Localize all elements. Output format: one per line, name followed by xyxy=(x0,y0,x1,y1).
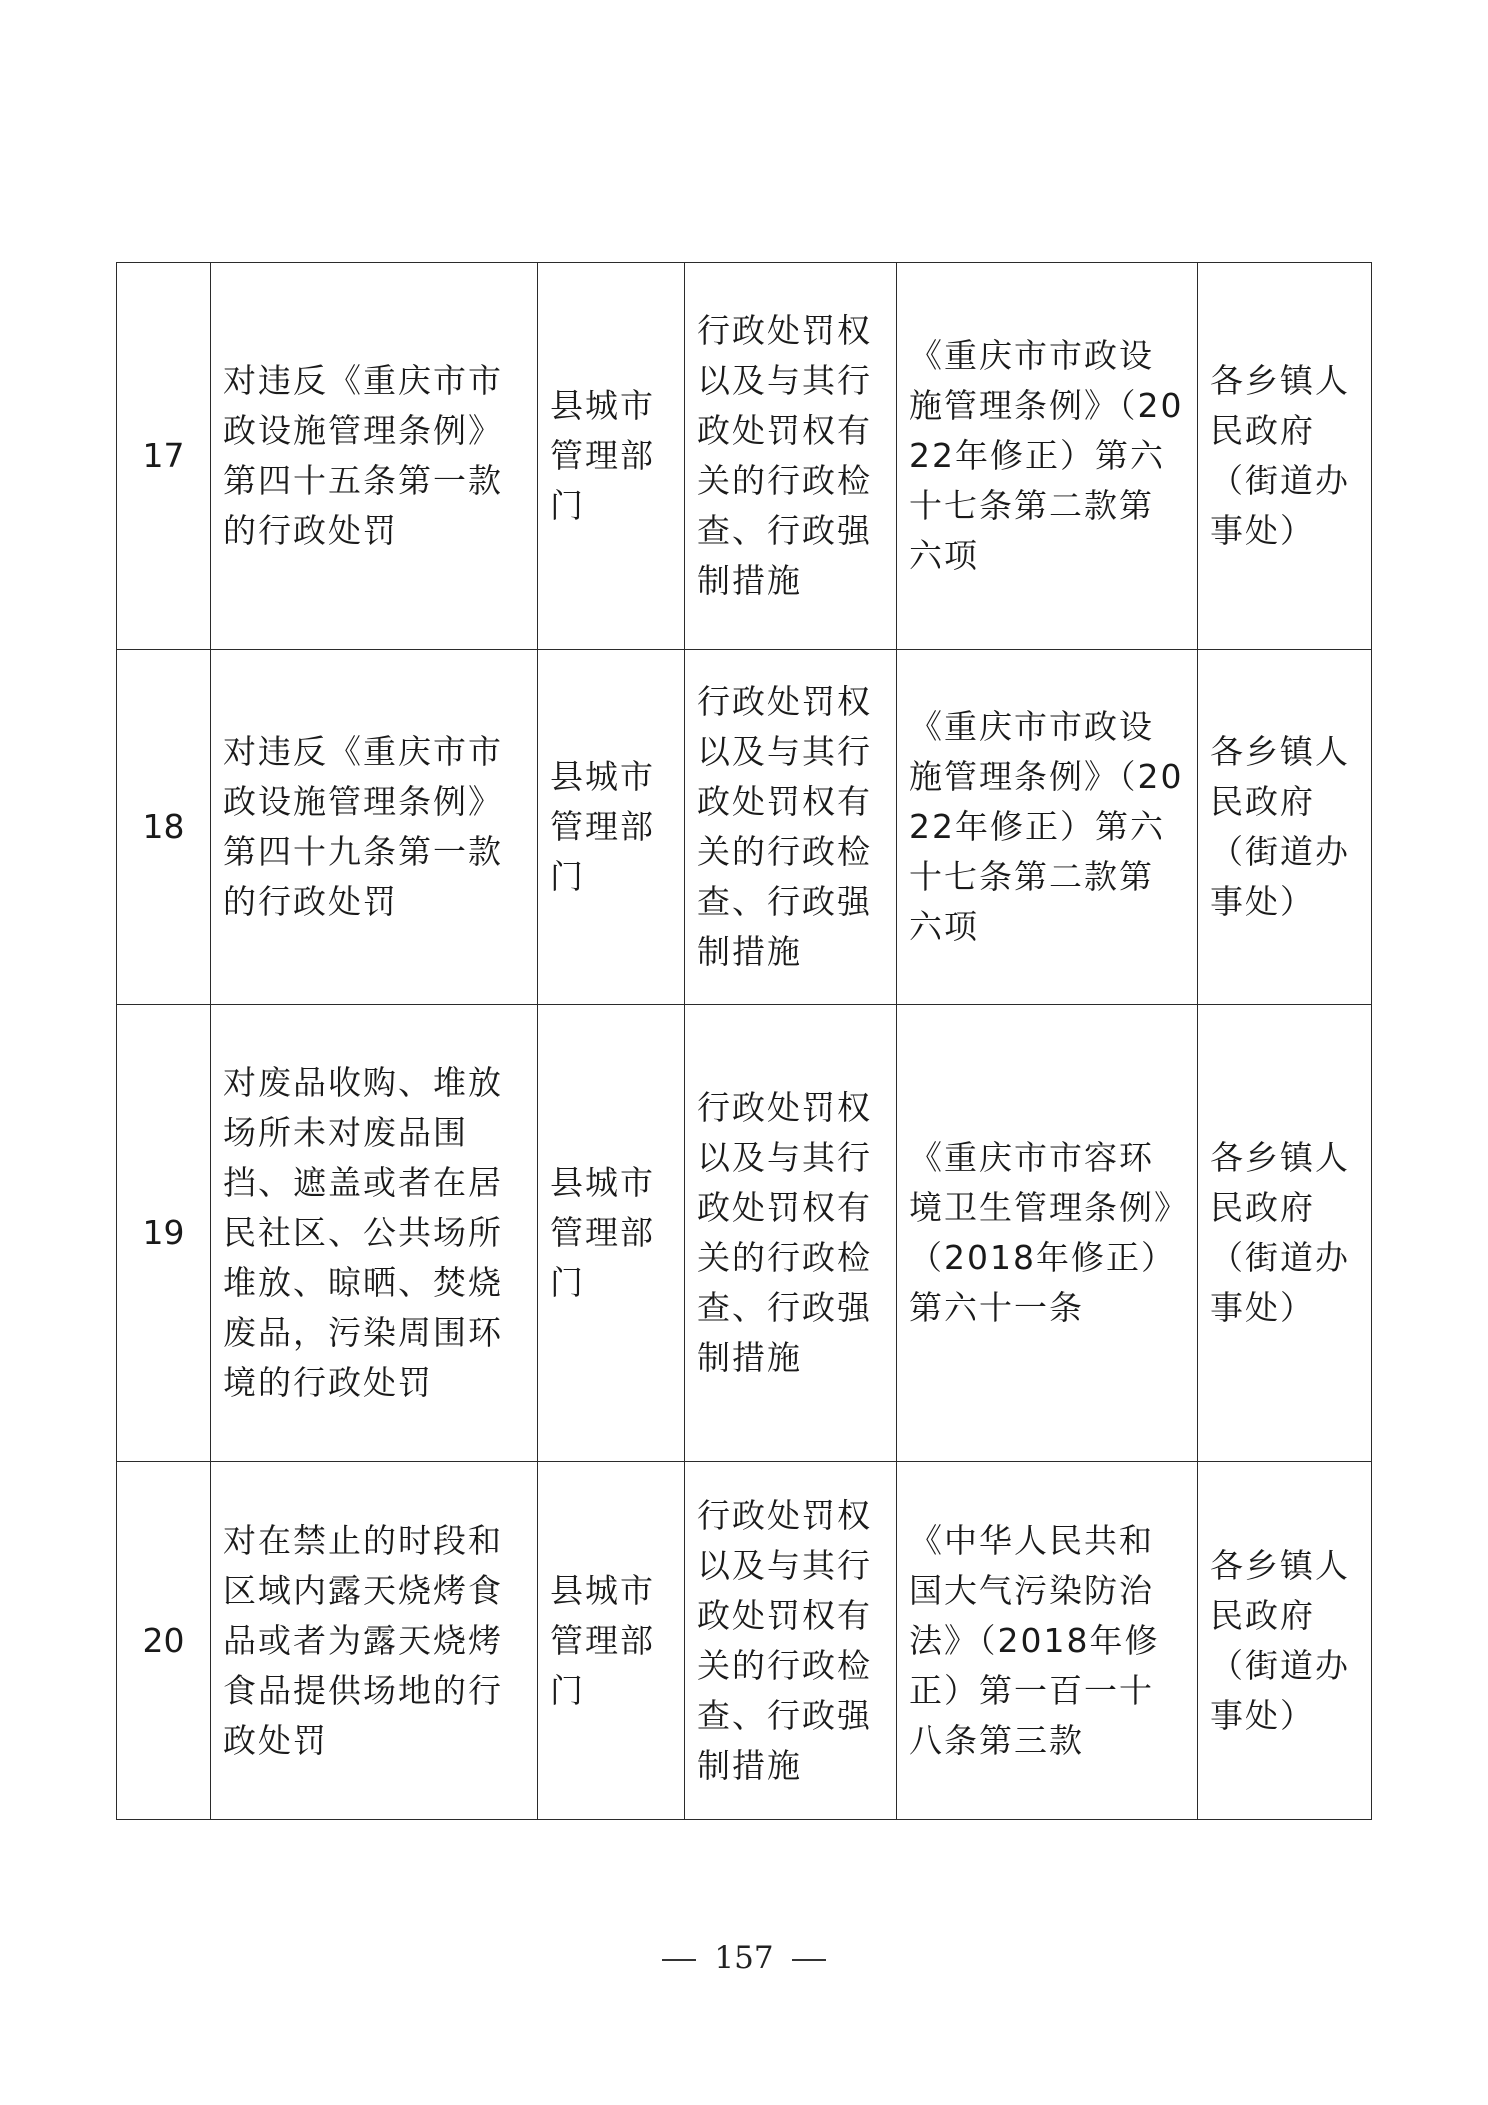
legal-basis-cell: 《重庆市市政设施管理条例》（2022年修正）第六十七条第二款第六项 xyxy=(897,650,1198,1005)
power-type-cell: 行政处罚权以及与其行政处罚权有关的行政检查、行政强制措施 xyxy=(685,1005,897,1462)
department-cell: 县城市管理部门 xyxy=(538,263,685,650)
item-cell: 对违反《重庆市市政设施管理条例》第四十五条第一款的行政处罚 xyxy=(211,263,538,650)
row-number: 20 xyxy=(117,1462,211,1820)
row-number: 18 xyxy=(117,650,211,1005)
row-number: 19 xyxy=(117,1005,211,1462)
item-cell: 对在禁止的时段和区域内露天烧烤食品或者为露天烧烤食品提供场地的行政处罚 xyxy=(211,1462,538,1820)
table-row xyxy=(117,263,1372,650)
power-type-cell: 行政处罚权以及与其行政处罚权有关的行政检查、行政强制措施 xyxy=(685,1462,897,1820)
legal-basis-cell: 《重庆市市容环境卫生管理条例》（2018年修正）第六十一条 xyxy=(897,1005,1198,1462)
department-cell: 县城市管理部门 xyxy=(538,1005,685,1462)
legal-basis-cell: 《重庆市市政设施管理条例》（2022年修正）第六十七条第二款第六项 xyxy=(897,263,1198,650)
dash-left xyxy=(662,1959,696,1961)
implementer-cell: 各乡镇人民政府（街道办事处） xyxy=(1198,1005,1372,1462)
department-cell: 县城市管理部门 xyxy=(538,650,685,1005)
page-footer xyxy=(0,1940,1488,1976)
implementer-cell: 各乡镇人民政府（街道办事处） xyxy=(1198,1462,1372,1820)
dash-right xyxy=(792,1959,826,1961)
legal-basis-cell: 《中华人民共和国大气污染防治法》（2018年修正）第一百一十八条第三款 xyxy=(897,1462,1198,1820)
item-cell: 对废品收购、堆放场所未对废品围挡、遮盖或者在居民社区、公共场所堆放、晾晒、焚烧废品，污染周围环境的行政处罚 xyxy=(211,1005,538,1462)
power-list-table xyxy=(116,262,1372,1820)
table-row xyxy=(117,1462,1372,1820)
department-cell: 县城市管理部门 xyxy=(538,1462,685,1820)
item-cell: 对违反《重庆市市政设施管理条例》第四十九条第一款的行政处罚 xyxy=(211,650,538,1005)
row-number: 17 xyxy=(117,263,211,650)
power-type-cell: 行政处罚权以及与其行政处罚权有关的行政检查、行政强制措施 xyxy=(685,263,897,650)
implementer-cell: 各乡镇人民政府（街道办事处） xyxy=(1198,263,1372,650)
table-row xyxy=(117,1005,1372,1462)
table-row xyxy=(117,650,1372,1005)
implementer-cell: 各乡镇人民政府（街道办事处） xyxy=(1198,650,1372,1005)
page-number: 157 xyxy=(714,1940,774,1976)
power-type-cell: 行政处罚权以及与其行政处罚权有关的行政检查、行政强制措施 xyxy=(685,650,897,1005)
